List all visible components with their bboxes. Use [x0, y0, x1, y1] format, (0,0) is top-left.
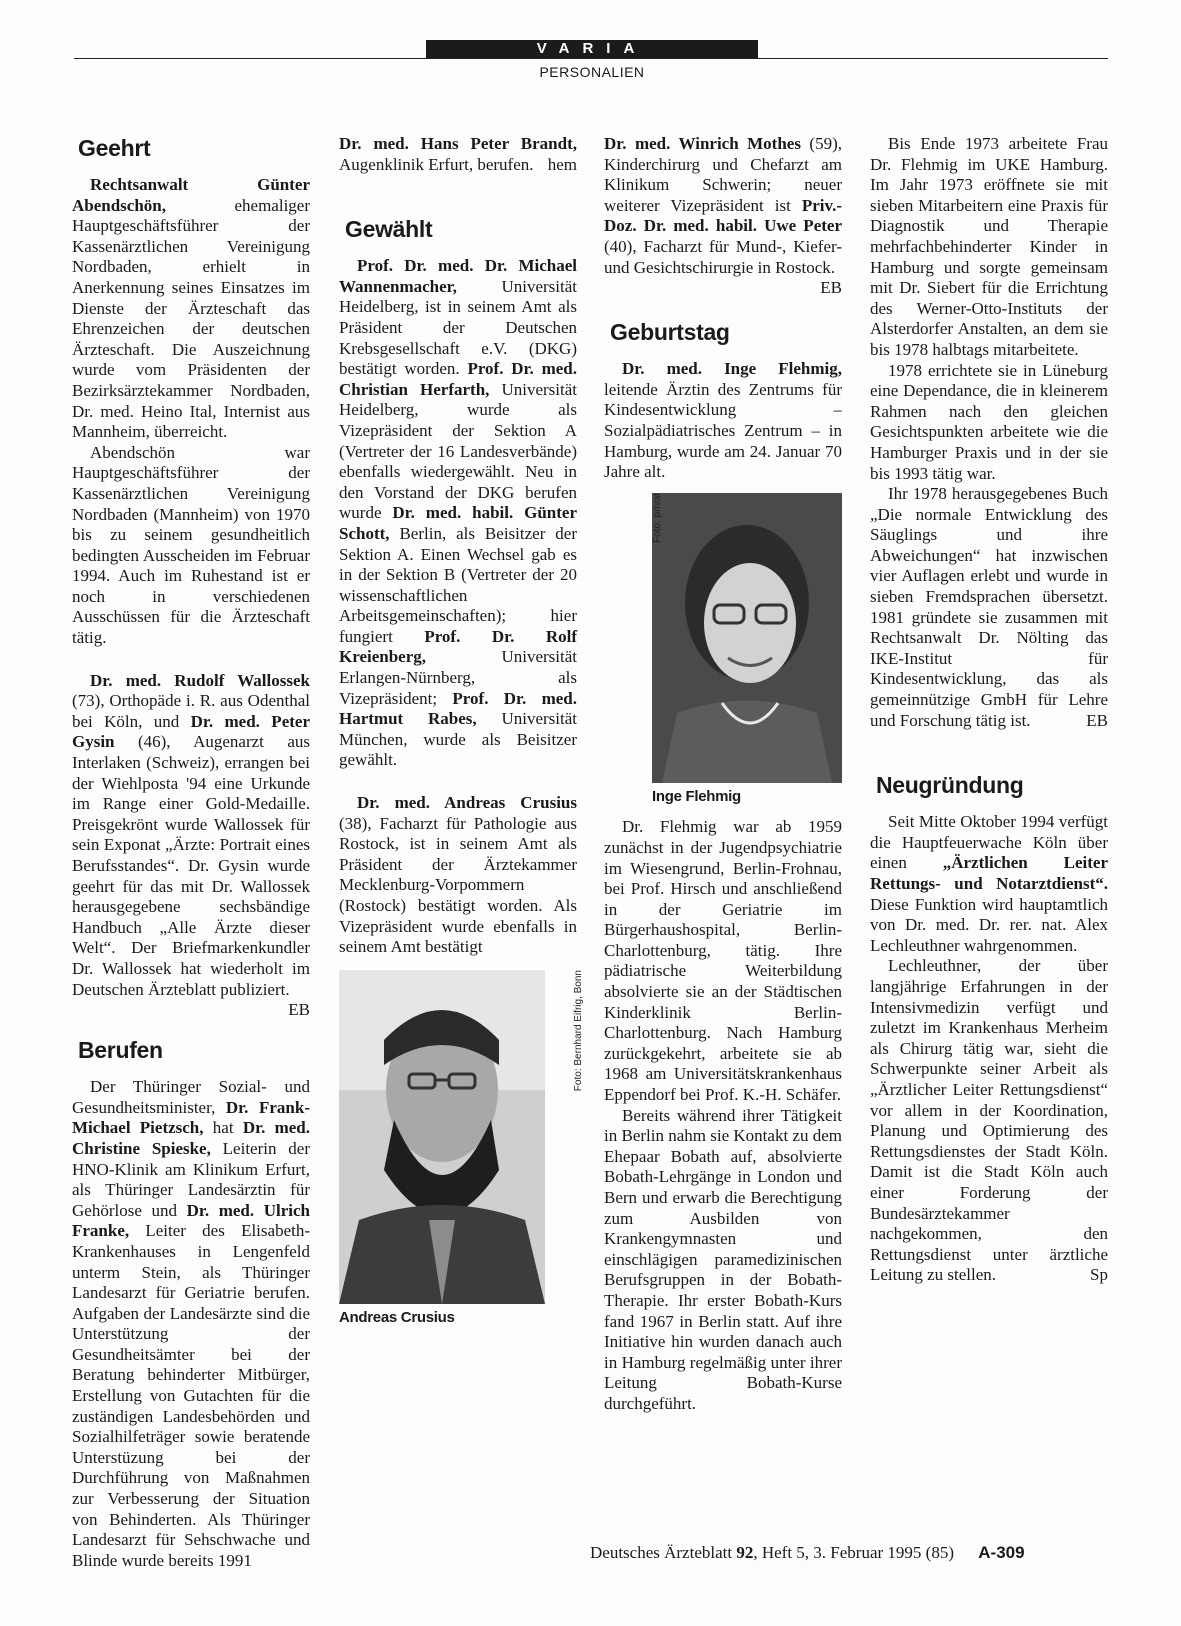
portrait-illustration — [652, 493, 842, 783]
text-run: Universität Heidelberg, ist in seinem Amt als Präsident der Deutschen Krebsgesellschaft e.V. (DKG) bestätigt worden. — [339, 276, 577, 379]
gewaehlt-paragraph-2 — [339, 793, 577, 958]
text-run: (40), Facharzt für Mund-, Kiefer- und Gesichtschirurgie in Rostock. — [604, 236, 842, 277]
photo-caption: Andreas Crusius — [339, 1308, 455, 1326]
journal-name: Deutsches Ärzteblatt — [590, 1543, 733, 1562]
journal-issue: , Heft 5, 3. Februar 1995 (85) — [753, 1543, 954, 1562]
geehrt-paragraph-2: Abendschön war Hauptgeschäftsführer der Kassenärztlichen Vereinigung Nordbaden (Mannheim) von 1970 bis zu seinem gesundheitlich bedingten Ausscheiden im Februar 1994. Auch im Ruhestand ist er noch in verschiedenen Ausschüssen für die Ärzteschaft tätig. — [72, 442, 310, 648]
person-name: Dr. med. Inge Flehmig, — [622, 359, 842, 379]
author-sign: EB — [820, 278, 842, 298]
gewaehlt-paragraph-1 — [339, 256, 577, 771]
text-run: Lechleuthner, der über langjährige Erfahrungen in der Intensivmedizin verfügt und zuletzt im Krankenhaus Merheim als Chirurg tätig war, sieht die Schwerpunkte seiner Arbeit als „Ärztlicher Leiter Rettungsdienst“ vor allem in der Koordination, Planung und Optimierung des Rettungsdienstes der Stadt Köln. Damit ist die Stadt Köln auch einer Forderung der Bundesärztekammer nachgekommen, den Rettungsdienst unter ärztliche Leitung zu stellen. — [870, 956, 1108, 1285]
person-name: Rechtsanwalt Günter Abendschön, — [72, 175, 310, 215]
text-run: leitende Ärztin des Zentrums für Kindesentwicklung – Sozialpädiatrisches Zentrum – in Hamburg, wurde am 24. Januar 70 Jahre alt. — [604, 379, 842, 482]
text-run: hat — [203, 1118, 243, 1138]
photo-caption: Inge Flehmig — [652, 787, 741, 805]
text-run: Universität München, wurde als Beisitzer gewählt. — [339, 709, 577, 770]
heading-neugruendung: Neugründung — [876, 772, 1024, 799]
geburtstag-paragraph-4: Bis Ende 1973 arbeitete Frau Dr. Flehmig im UKE Hamburg. Im Jahr 1973 eröffnete sie mit sieben Mitarbeitern eine Praxis für Diagnostik und Therapie mehrfachbehinderter Kinder in Hamburg und sorgte gemeinsam mit Dr. Siebert für die Errichtung des Werner-Otto-Instituts der Alsterdorfer Anstalten, an dem sie bis 1978 halbtags mitarbeitete. — [870, 134, 1108, 359]
person-name: Dr. med. Rudolf Wallossek — [90, 670, 310, 690]
text-run: Berlin, als Beisitzer der Sektion A. Einen Wechsel gab es in der Sektion B (Vertreter der 20 wissenschaftlichen Arbeitsgemeinschaften); hier fungiert — [339, 523, 577, 646]
geburtstag-paragraph-1 — [604, 359, 842, 483]
person-name: Dr. med. Christine Spieske, — [72, 1118, 310, 1158]
person-name: Dr. med. Peter Gysin — [72, 711, 310, 752]
text-run: Diese Funktion wird hauptamtlich von Dr. med. Dr. rer. nat. Alex Lechleuthner wahrgenommen. — [870, 894, 1108, 955]
photo-inge-flehmig — [652, 493, 842, 808]
person-name: Dr. med. Winrich Mothes — [604, 134, 801, 153]
photo-andreas-crusius — [339, 969, 584, 1329]
column-1 — [72, 134, 310, 1571]
portrait-image — [339, 970, 545, 1304]
text-run: Der Thüringer Sozial- und Gesundheitsminister, — [72, 1077, 310, 1117]
person-name: Prof. Dr. med. Dr. Michael Wannenmacher, — [339, 256, 577, 296]
person-name: Prof. Dr. med. Christian Herfarth, — [339, 359, 577, 399]
heading-geehrt: Geehrt — [78, 135, 151, 161]
geburtstag-paragraph-2: Dr. Flehmig war ab 1959 zunächst in der Jugendpsychiatrie im Wiesengrund, Berlin-Frohnau, bei Prof. Hirsch und anschließend in der Geriatrie im Bürgerhaushospital, Berlin-Charlottenburg, tätig. Ihre pädiatrische Weiterbildung absolvierte sie an der Städtischen Kinderklinik Berlin-Charlottenburg. Nach Hamburg zurückgekehrt, arbeitete sie ab 1968 am Universitätskrankenhaus Eppendorf bei Prof. K.-H. Schäfer. — [604, 817, 842, 1105]
geburtstag-paragraph-6 — [870, 484, 1108, 731]
person-name: Dr. med. Hans Peter Brandt, — [339, 134, 577, 153]
section-banner: VARIA — [426, 40, 758, 58]
geburtstag-paragraph-5: 1978 errichtete sie in Lüneburg eine Dependance, die in kleinerem Rahmen nach den gleichen Gesichtspunkten arbeitete wie die Hamburger Praxis und in der sie bis 1993 tätig war. — [870, 360, 1108, 483]
person-name: Prof. Dr. med. Hartmut Rabes, — [339, 688, 577, 729]
author-sign: hem — [547, 154, 577, 174]
geburtstag-paragraph-3: Bereits während ihrer Tätigkeit in Berlin nahm sie Kontakt zu dem Ehepaar Bobath auf, absolvierte Bobath-Lehrgänge in London und Bern und erwarb die Berechtigung zum Ausbilden von Krankengymnasten und einschlägigen paramedizinischen Berufsgruppen in der Bobath-Therapie. Ihr erster Bobath-Kurs fand 1967 in Berlin statt. Auf ihre Initiative hin wurden danach auch in Hamburg regelmäßig unter ihrer Leitung Bobath-Kurse durchgeführt. — [604, 1105, 842, 1413]
header-rule — [74, 58, 1108, 59]
column-3 — [604, 134, 842, 1415]
author-sign: EB — [288, 1000, 310, 1020]
berufen-continued — [339, 134, 577, 175]
text-run: (46), Augenarzt aus Interlaken (Schweiz), errangen bei der Wiehlposta '94 eine Urkunde im Range einer Gold-Medaille. Preisgekrönt wurde Wallossek für sein Exponat „Ärzte: Portrait eines Berufsstandes“. Dr. Gysin wurde geehrt für das mit Dr. Wallossek herausgegebene sechsbändige Handbuch „Alle Ärzte dieser Welt“. Der Briefmarkenkundler Dr. Wallossek hat wiederholt im Deutschen Ärzteblatt publiziert. — [72, 732, 310, 999]
journal-volume: 92 — [736, 1543, 754, 1562]
column-4 — [870, 134, 1108, 1286]
author-sign: EB — [1086, 710, 1108, 730]
photo-credit: Foto: Bernhard Eifrig, Bonn — [573, 969, 584, 1091]
text-run: (73), Orthopäde i. R. aus Odenthal bei Köln, und — [72, 691, 310, 731]
heading-gewaehlt: Gewählt — [345, 216, 433, 243]
person-name: Dr. med. habil. Günter Schott, — [339, 503, 577, 543]
neugruendung-paragraph-2 — [870, 956, 1108, 1286]
heading-geburtstag: Geburtstag — [610, 319, 730, 346]
geehrt-paragraph-3 — [72, 670, 310, 1020]
text-run: (59), Kinderchirurg und Chefarzt am Klinikum Schwerin; neuer weiterer Vizepräsident ist — [604, 134, 843, 215]
text-run: ehemaliger Hauptgeschäftsführer der Kassenärztlichen Vereinigung Nordbaden, erhielt in Anerkennung seines Einsatzes im Dienste der Ärzteschaft das Ehrenzeichen der deutschen Ärzteschaft. Die Auszeichnung wurde vom Präsidenten der Bezirksärztekammer Nordbaden, Dr. med. Heino Ital, Internist aus Mannheim, überreicht. — [72, 195, 310, 442]
person-name: Dr. med. Ulrich Franke, — [72, 1200, 310, 1241]
heading-berufen: Berufen — [78, 1037, 163, 1064]
text-run: (38), Facharzt für Pathologie aus Rostock, ist in seinem Amt als Präsident der Ärztekammer Mecklenburg-Vorpommern (Rostock) bestätigt worden. Als Vizepräsident wurde ebenfalls in seinem Amt bestätigt — [339, 813, 577, 957]
page-number: A-309 — [978, 1543, 1025, 1562]
page-footer — [590, 1543, 1110, 1563]
photo-credit: Foto: privat — [652, 492, 663, 543]
person-name: Priv.-Doz. Dr. med. habil. Uwe Peter — [604, 195, 842, 236]
gewaehlt-continued — [604, 134, 843, 298]
highlight: „Ärztlichen Leiter Rettungs- und Notarztdienst“. — [870, 853, 1108, 893]
person-name: Prof. Dr. Rolf Kreienberg, — [339, 626, 577, 667]
subsection-title: PERSONALIEN — [539, 64, 645, 80]
text-run: Universität Heidelberg, wurde als Vizepräsident der Sektion A (Vertreter der 16 Landesverbände) ebenfalls wiedergewählt. Neu in den Vorstand der DKG berufen wurde — [339, 379, 577, 523]
berufen-paragraph — [72, 1077, 310, 1571]
text-run: Universität Erlangen-Nürnberg, als Vizepräsident; — [339, 647, 577, 708]
text-run: Leiterin der HNO-Klinik am Klinikum Erfurt, als Thüringer Landesärztin für Gehörlose und — [72, 1138, 310, 1220]
column-2 — [339, 134, 584, 1328]
author-sign: Sp — [1090, 1265, 1108, 1285]
person-name: Dr. med. Andreas Crusius — [357, 793, 577, 813]
text-run: Ihr 1978 herausgegebenes Buch „Die normale Entwicklung des Säuglings und ihre Abweichungen“ hat inzwischen vier Auflagen erlebt und wurde in sieben Fremdsprachen übersetzt. 1981 gründete sie zusammen mit Rechtsanwalt Dr. Nölting das IKE-Institut für Kindesentwicklung, das als gemeinnützige GmbH für Lehre und Forschung tätig ist. — [870, 484, 1108, 730]
portrait-illustration — [339, 970, 545, 1304]
text-run: Leiter des Elisabeth-Krankenhauses in Lengenfeld unterm Stein, als Thüringer Landesarzt für Geriatrie berufen. Aufgaben der Landesärzte sind die Unterstützung der Gesundheitsämter bei der Beratung behinderter Mitbürger, Erstellung von Gutachten für die zuständigen Landesbehörden und Sozialhilfeträger sowie beratende Unterstüzung bei der Durchführung von Maßnahmen zur Verbesserung der Situation von Behinderten. Als Thüringer Landesarzt für Sehschwache und Blinde wurde bereits 1991 — [72, 1221, 310, 1570]
text-run: Seit Mitte Oktober 1994 verfügt die Hauptfeuerwache Köln über einen — [870, 812, 1108, 873]
portrait-image — [652, 493, 842, 783]
geehrt-paragraph-1 — [72, 175, 310, 443]
text-run: Augenklinik Erfurt, berufen. — [339, 154, 534, 174]
neugruendung-paragraph-1 — [870, 812, 1108, 956]
person-name: Dr. Frank-Michael Pietzsch, — [72, 1097, 310, 1138]
